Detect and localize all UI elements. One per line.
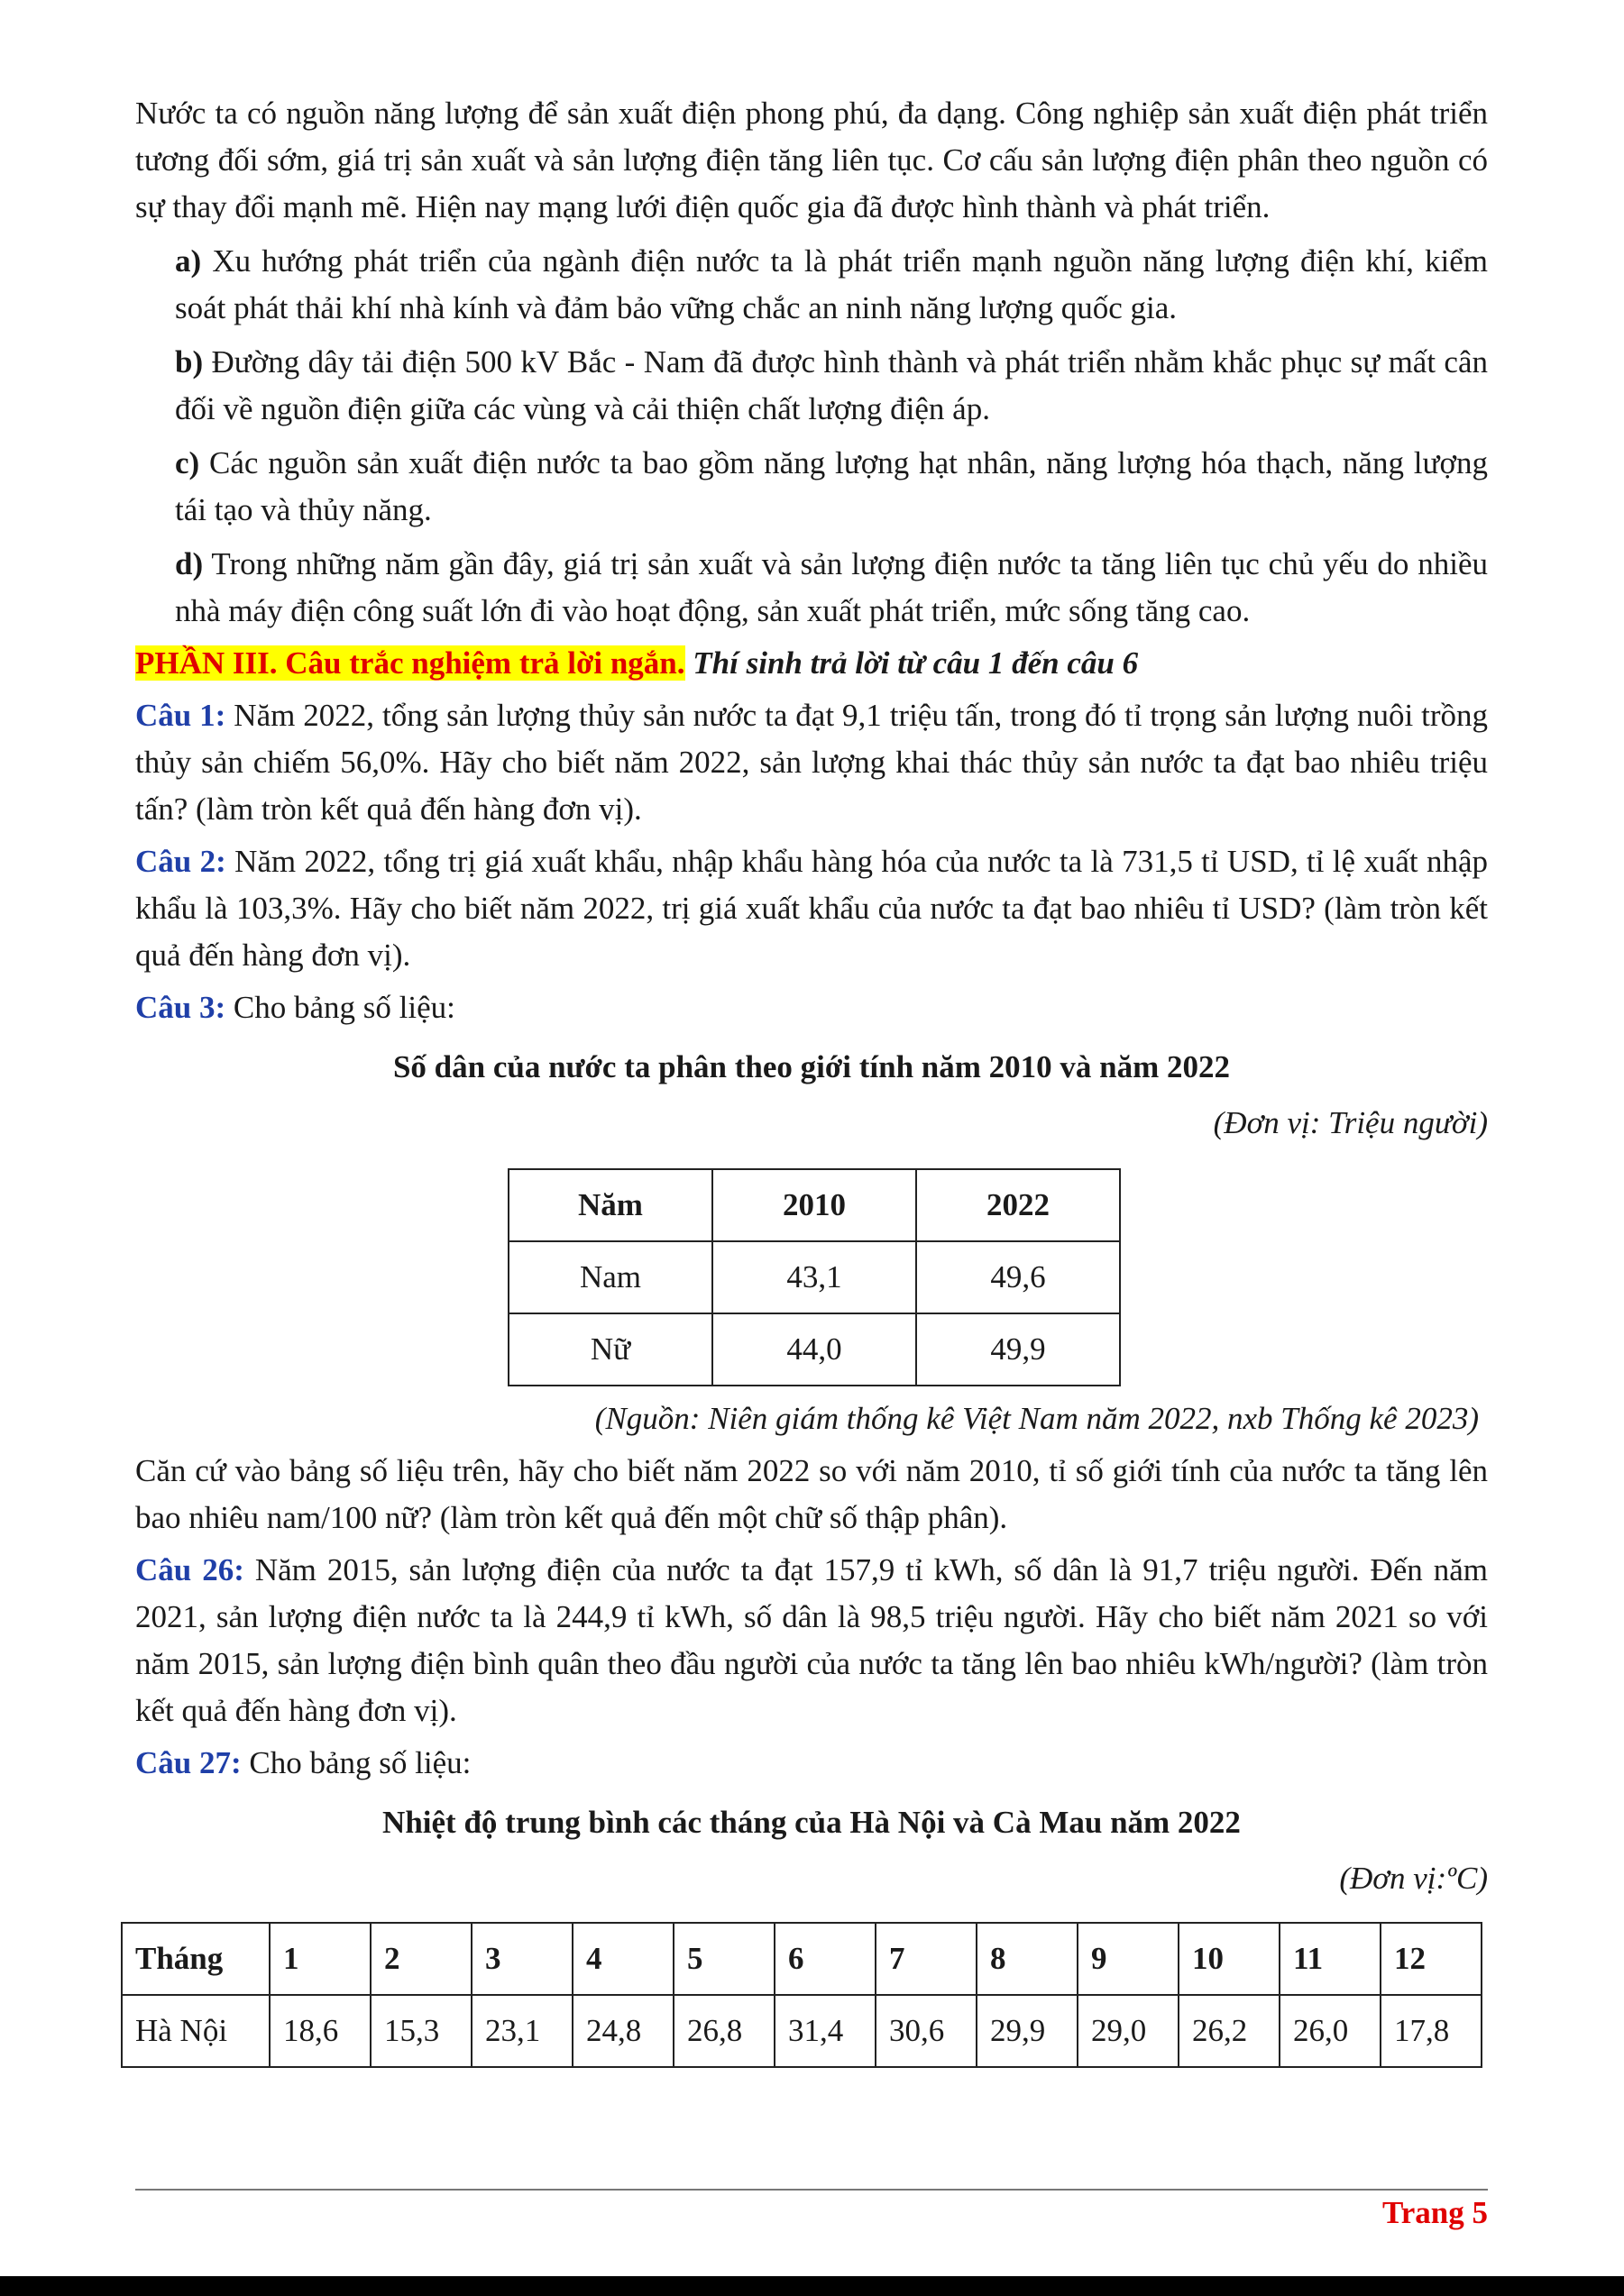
table-cell: 44,0 (712, 1313, 916, 1386)
table-header-cell: 10 (1179, 1923, 1280, 1995)
table-cell: 29,0 (1078, 1995, 1179, 2067)
document-page (135, 90, 1488, 2068)
table-header-cell: 12 (1381, 1923, 1482, 1995)
question-text: Năm 2022, tổng trị giá xuất khẩu, nhập khẩu hàng hóa của nước ta là 731,5 tỉ USD, tỉ lệ xuất nhập khẩu là 103,3%. Hãy cho biết năm 2022, trị giá xuất khẩu của nước ta đạt bao nhiêu tỉ USD? (làm tròn kết quả đến hàng đơn vị). (135, 844, 1489, 973)
option-text: Các nguồn sản xuất điện nước ta bao gồm năng lượng hạt nhân, năng lượng hóa thạch, năng lượng tái tạo và thủy năng. (175, 445, 1489, 527)
table-header-cell: 5 (674, 1923, 775, 1995)
question-26 (135, 1547, 1488, 1734)
table-cell: 43,1 (712, 1241, 916, 1313)
table-header-cell: 2 (371, 1923, 472, 1995)
table-header-row (122, 1923, 1482, 1995)
table-cell: 29,9 (977, 1995, 1078, 2067)
option-text: Trong những năm gần đây, giá trị sản xuất và sản lượng điện nước ta tăng liên tục chủ yếu do nhiều nhà máy điện công suất lớn đi vào hoạt động, sản xuất phát triển, mức sống tăng cao. (175, 546, 1489, 628)
question-text: Năm 2015, sản lượng điện của nước ta đạt 157,9 tỉ kWh, số dân là 91,7 triệu người. Đến năm 2021, sản lượng điện nước ta là 244,9 tỉ kWh, số dân là 98,5 triệu người. Hãy cho biết năm 2021 so với năm 2015, sản lượng điện bình quân theo đầu người của nước ta tăng lên bao nhiêu kWh/người? (làm tròn kết quả đến hàng đơn vị). (135, 1552, 1489, 1728)
table-header-cell: 3 (472, 1923, 573, 1995)
table-header-cell: 9 (1078, 1923, 1179, 1995)
table-header-cell: 2022 (916, 1169, 1120, 1241)
table-header-row (509, 1169, 1120, 1241)
table-cell: 30,6 (876, 1995, 977, 2067)
table-header-cell: 2010 (712, 1169, 916, 1241)
table-header-cell: 7 (876, 1923, 977, 1995)
table-cell: Nam (509, 1241, 712, 1313)
section-instruction: Thí sinh trả lời từ câu 1 đến câu 6 (693, 645, 1139, 681)
question-text: Cho bảng số liệu: (233, 990, 455, 1025)
table-cell: 26,0 (1280, 1995, 1381, 2067)
option-label: c) (175, 445, 200, 480)
table-source: (Nguồn: Niên giám thống kê Việt Nam năm 2022, nxb Thống kê 2023) (594, 1401, 1479, 1436)
table-cell: 26,2 (1179, 1995, 1280, 2067)
option-label: b) (175, 344, 204, 380)
table-header-cell: 4 (573, 1923, 674, 1995)
table-cell: Hà Nội (122, 1995, 270, 2067)
option-label: d) (175, 546, 204, 581)
question-number: Câu 3: (135, 990, 226, 1025)
table-cell: 31,4 (775, 1995, 876, 2067)
table-cell: 26,8 (674, 1995, 775, 2067)
question-number: Câu 2: (135, 844, 226, 879)
table-cell: 23,1 (472, 1995, 573, 2067)
table-header-cell: Tháng (122, 1923, 270, 1995)
table-header-cell: 1 (270, 1923, 371, 1995)
question-number: Câu 27: (135, 1745, 242, 1780)
table-title: Nhiệt độ trung bình các tháng của Hà Nội và Cà Mau năm 2022 (382, 1805, 1241, 1840)
table-cell: Nữ (509, 1313, 712, 1386)
population-table (508, 1168, 1121, 1386)
table-row (122, 1995, 1482, 2067)
table-cell: 49,6 (916, 1241, 1120, 1313)
question-number: Câu 1: (135, 698, 226, 733)
question-2 (135, 838, 1488, 979)
bottom-border (0, 2276, 1624, 2296)
question-number: Câu 26: (135, 1552, 244, 1587)
table-cell: 24,8 (573, 1995, 674, 2067)
table-unit: (Đơn vị: Triệu người) (1213, 1105, 1488, 1140)
section-heading (135, 640, 1488, 687)
table-header-cell: Năm (509, 1169, 712, 1241)
section-highlight: PHẦN III. Câu trắc nghiệm trả lời ngắn. (135, 645, 685, 681)
question-text: Năm 2022, tổng sản lượng thủy sản nước ta đạt 9,1 triệu tấn, trong đó tỉ trọng sản lượng nuôi trồng thủy sản chiếm 56,0%. Hãy cho biết năm 2022, sản lượng khai thác thủy sản nước ta đạt bao nhiêu triệu tấn? (làm tròn kết quả đến hàng đơn vị). (135, 698, 1489, 827)
page-number: Trang 5 (1382, 2195, 1488, 2230)
question-1 (135, 692, 1488, 833)
temperature-table (121, 1922, 1482, 2068)
option-text: Xu hướng phát triển của ngành điện nước ta là phát triển mạnh nguồn năng lượng điện khí, kiểm soát phát thải khí nhà kính và đảm bảo vững chắc an ninh năng lượng quốc gia. (175, 243, 1489, 325)
option-text: Đường dây tải điện 500 kV Bắc - Nam đã được hình thành và phát triển nhằm khắc phục sự mất cân đối về nguồn điện giữa các vùng và cải thiện chất lượng điện áp. (175, 344, 1489, 426)
footer-divider (135, 2189, 1488, 2191)
table-cell: 18,6 (270, 1995, 371, 2067)
table-header-cell: 6 (775, 1923, 876, 1995)
option-label: a) (175, 243, 202, 279)
option-b (175, 339, 1488, 433)
option-c (175, 440, 1488, 534)
table-cell: 17,8 (1381, 1995, 1482, 2067)
option-d (175, 541, 1488, 635)
table-cell: 49,9 (916, 1313, 1120, 1386)
question-text: Cho bảng số liệu: (249, 1745, 472, 1780)
table-title: Số dân của nước ta phân theo giới tính năm 2010 và năm 2022 (392, 1049, 1231, 1084)
question-27 (135, 1740, 1488, 1787)
question-3 (135, 984, 1488, 1031)
question-3-body: Căn cứ vào bảng số liệu trên, hãy cho biết năm 2022 so với năm 2010, tỉ số giới tính của nước ta tăng lên bao nhiêu nam/100 nữ? (làm tròn kết quả đến một chữ số thập phân). (135, 1453, 1488, 1535)
table-header-cell: 8 (977, 1923, 1078, 1995)
table-header-cell: 11 (1280, 1923, 1381, 1995)
table-cell: 15,3 (371, 1995, 472, 2067)
table-unit: (Đơn vị:ºC) (1339, 1861, 1488, 1896)
intro-paragraph: Nước ta có nguồn năng lượng để sản xuất điện phong phú, đa dạng. Công nghiệp sản xuất điện phát triển tương đối sớm, giá trị sản xuất và sản lượng điện tăng liên tục. Cơ cấu sản lượng điện phân theo nguồn có sự thay đổi mạnh mẽ. Hiện nay mạng lưới điện quốc gia đã được hình thành và phát triển. (135, 96, 1488, 224)
table-row (509, 1313, 1120, 1386)
option-a (175, 238, 1488, 332)
table-row (509, 1241, 1120, 1313)
